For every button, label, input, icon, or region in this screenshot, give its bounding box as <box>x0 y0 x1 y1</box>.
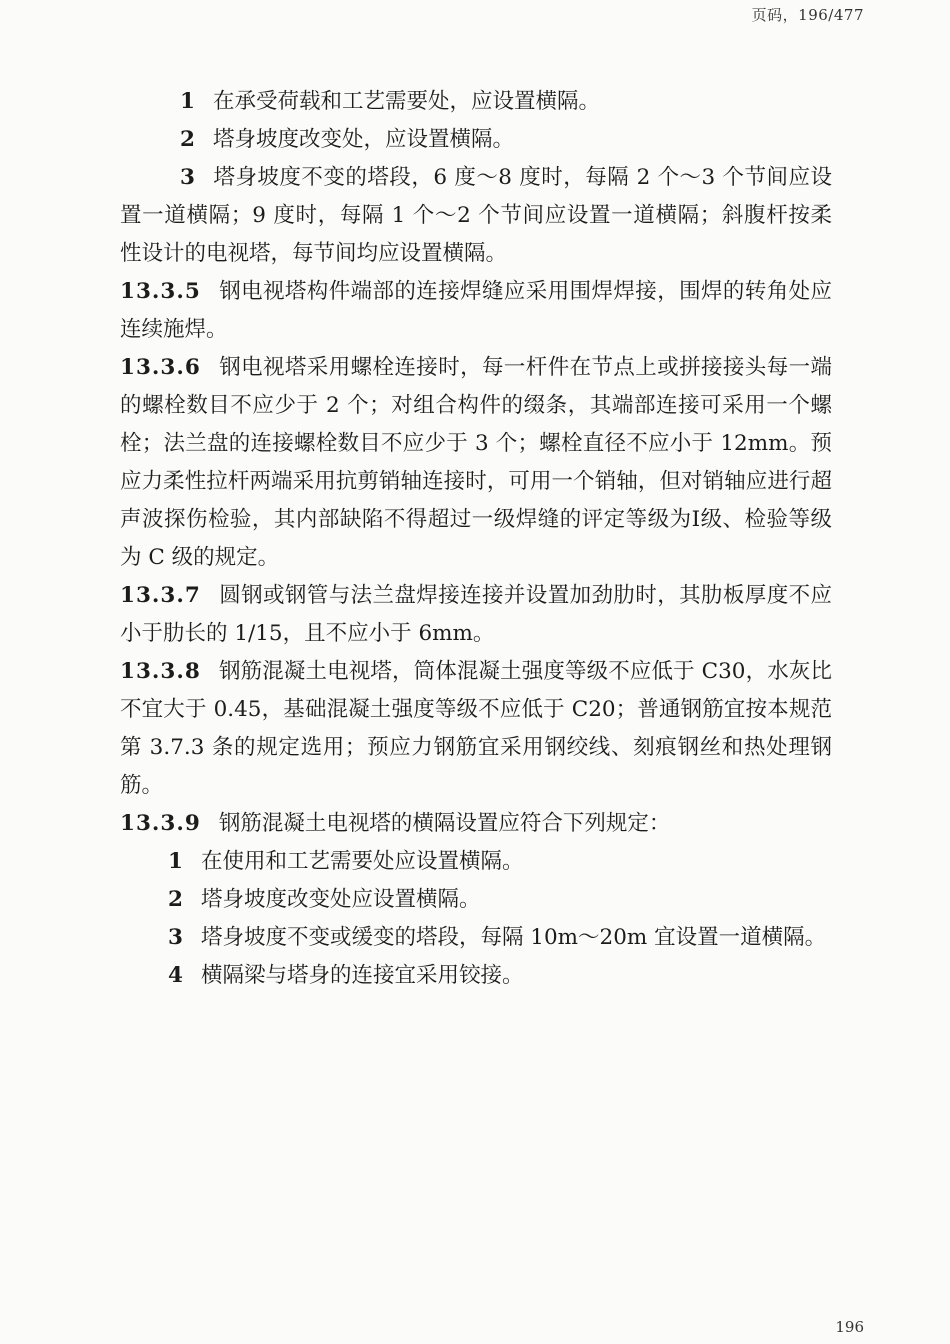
item-text: 塔身坡度不变的塔段，6 度～8 度时，每隔 2 个～3 个节间应设置一道横隔；9 度时，每隔 1 个～2 个节间应设置一道横隔；斜腹杆按柔性设计的电视塔，每节间均应设置横隔。 <box>120 165 832 266</box>
item-text: 塔身坡度改变处应设置横隔。 <box>200 887 481 912</box>
clause-text: 钢筋混凝土电视塔，筒体混凝土强度等级不应低于 C30，水灰比不宜大于 0.45，基础混凝土强度等级不应低于 C20；普通钢筋宜按本规范第 3.7.3 条的规定选用；预应力钢筋宜采用钢绞线、刻痕钢丝和热处理钢筋。 <box>120 659 832 798</box>
item-text: 在使用和工艺需要处应设置横隔。 <box>200 849 524 874</box>
list-item <box>120 957 832 995</box>
clause-13-3-7 <box>120 577 832 653</box>
clause-13-3-8 <box>120 653 832 805</box>
item-number: 4 <box>168 963 183 988</box>
item-number: 2 <box>180 127 195 152</box>
clause-13-3-6 <box>120 349 832 577</box>
item-number: 1 <box>180 89 195 114</box>
item-text: 塔身坡度不变或缓变的塔段，每隔 10m～20m 宜设置一道横隔。 <box>200 925 827 950</box>
clause-number: 13.3.6 <box>120 355 201 380</box>
list-item <box>120 919 832 957</box>
item-number: 2 <box>168 887 183 912</box>
clause-number: 13.3.8 <box>120 659 201 684</box>
list-item <box>120 83 832 121</box>
clause-number: 13.3.5 <box>120 279 201 304</box>
list-item <box>120 159 832 273</box>
item-number: 3 <box>180 165 195 190</box>
clause-text: 钢电视塔采用螺栓连接时，每一杆件在节点上或拼接接头每一端的螺栓数目不应少于 2 个；对组合构件的缀条，其端部连接可采用一个螺栓；法兰盘的连接螺栓数目不应少于 3 个；螺栓直径不应小于 12mm。预应力柔性拉杆两端采用抗剪销轴连接时，可用一个销轴，但对销轴应进行超声波探伤检验，其内部缺陷不得超过一级焊缝的评定等级为Ⅰ级、检验等级为 C 级的规定。 <box>120 355 832 570</box>
item-text: 在承受荷载和工艺需要处，应设置横隔。 <box>212 89 600 114</box>
list-item <box>120 121 832 159</box>
page-indicator: 页码，196/477 <box>751 6 864 24</box>
item-text: 塔身坡度改变处，应设置横隔。 <box>212 127 514 152</box>
clause-text: 钢电视塔构件端部的连接焊缝应采用围焊焊接，围焊的转角处应连续施焊。 <box>120 279 832 342</box>
clause-text: 圆钢或钢管与法兰盘焊接连接并设置加劲肋时，其肋板厚度不应小于肋长的 1/15，且不应小于 6mm。 <box>120 583 832 646</box>
page-number: 196 <box>835 1318 864 1336</box>
list-item <box>120 881 832 919</box>
item-number: 3 <box>168 925 183 950</box>
item-text: 横隔梁与塔身的连接宜采用铰接。 <box>200 963 524 988</box>
document-body <box>120 83 832 995</box>
item-number: 1 <box>168 849 183 874</box>
list-item <box>120 843 832 881</box>
clause-13-3-5 <box>120 273 832 349</box>
clause-number: 13.3.9 <box>120 811 201 836</box>
clause-number: 13.3.7 <box>120 583 201 608</box>
clause-text: 钢筋混凝土电视塔的横隔设置应符合下列规定： <box>218 811 671 836</box>
clause-13-3-9 <box>120 805 832 843</box>
